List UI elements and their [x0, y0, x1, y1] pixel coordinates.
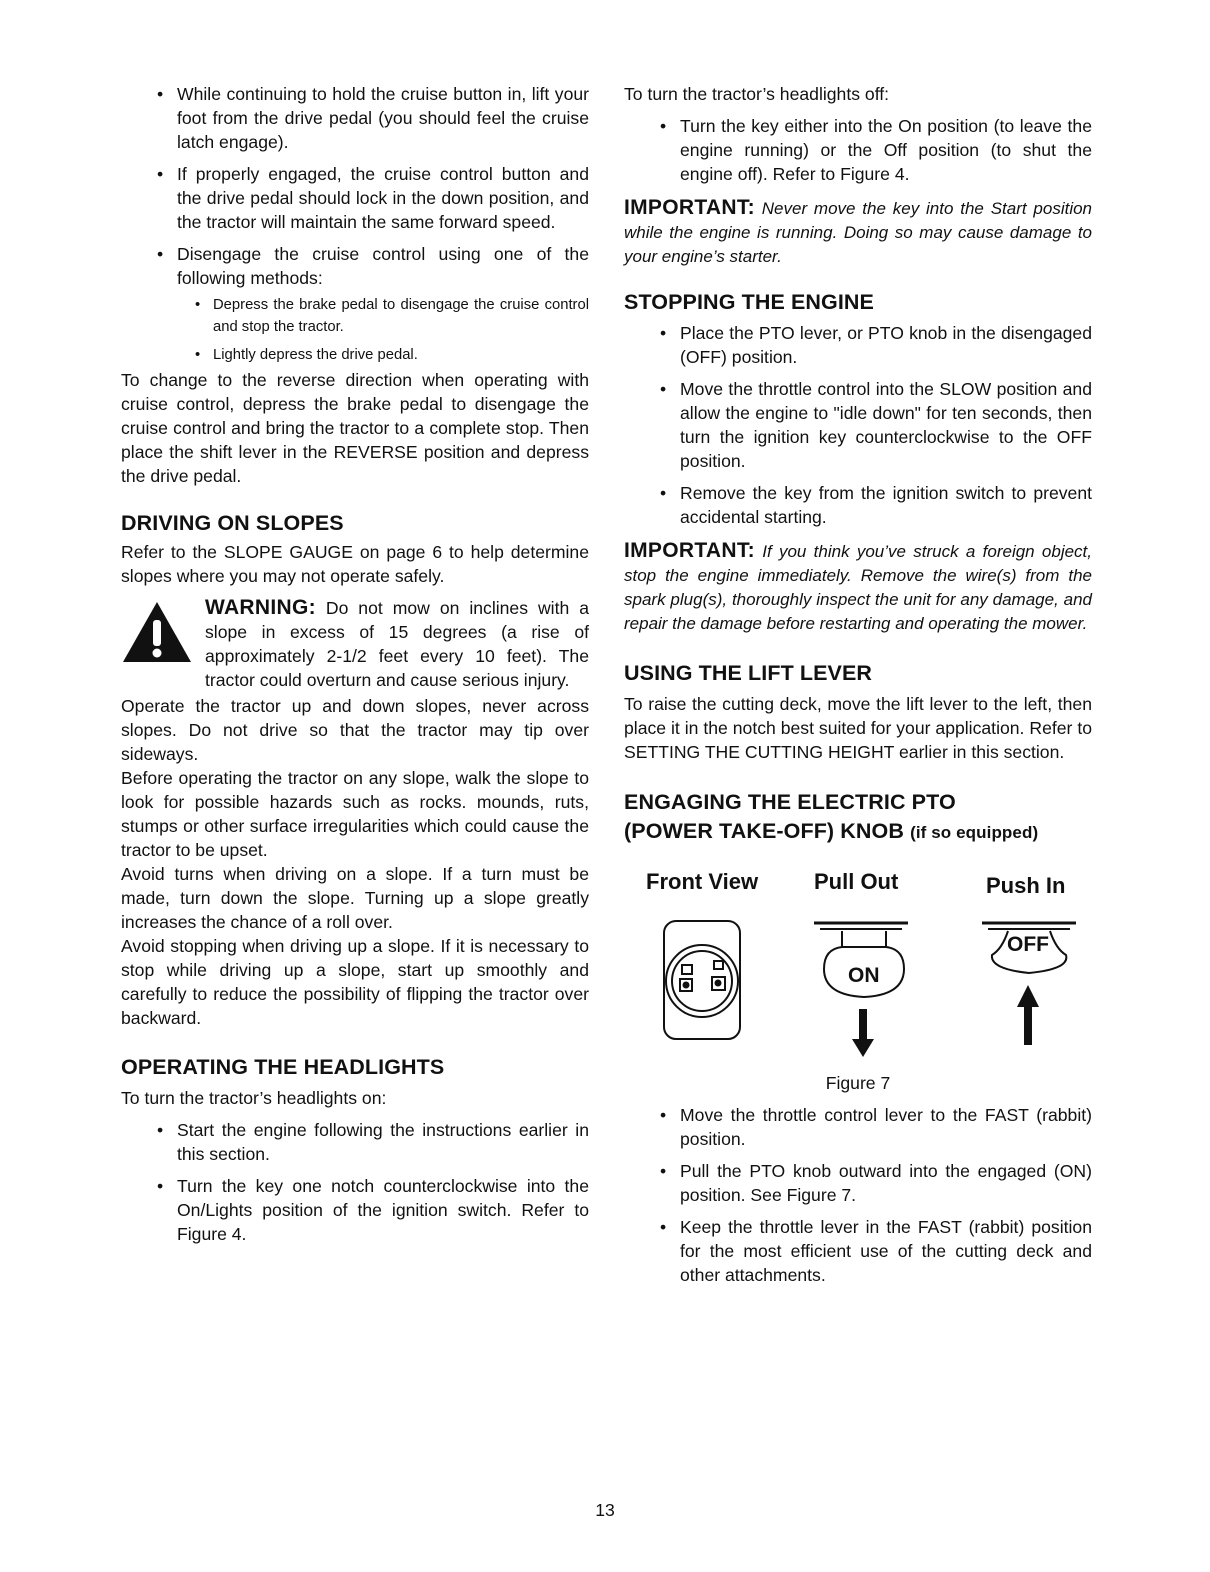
list-item: • Pull the PTO knob outward into the engaged (ON) position. See Figure 7.: [624, 1159, 1092, 1207]
list-item: • Move the throttle control into the SLOW position and allow the engine to "idle down" for ten seconds, then turn the ignition key counterclockwise to the OFF position.: [624, 377, 1092, 473]
figure-caption: Figure 7: [825, 1073, 891, 1093]
headlights-bullets: [121, 1118, 589, 1246]
pto-knob-illustration: [624, 859, 1092, 1069]
section-heading-stopping: STOPPING THE ENGINE: [624, 290, 874, 314]
list-item: • Start the engine following the instructions earlier in this section.: [121, 1118, 589, 1166]
cruise-bullets: [121, 82, 589, 290]
warning-text: Do not mow on inclines with a slope in excess of 15 degrees (a rise of approximately 2-1/2 feet every 10 feet). The tractor could overturn and cause serious injury.: [205, 598, 590, 690]
slopes-paragraph: Before operating the tractor on any slope, walk the slope to look for possible hazards such as rocks. mounds, ruts, stumps or other surface irregularities which could cause the tractor to be upset.: [121, 768, 589, 860]
headlights-off-intro: To turn the tractor’s headlights off:: [624, 84, 890, 104]
list-item: • If properly engaged, the cruise control button and the drive pedal should lock in the down position, and the tractor will maintain the same forward speed.: [121, 162, 589, 234]
pto-heading-line2: (POWER TAKE-OFF) KNOB: [624, 819, 904, 843]
list-item: • Keep the throttle lever in the FAST (rabbit) position for the most efficient use of the cutting deck and other attachments.: [624, 1215, 1092, 1287]
pto-off-text: OFF: [1007, 933, 1049, 956]
page-number: 13: [595, 1500, 615, 1520]
right-column: [624, 82, 1092, 1295]
important-note: [624, 196, 1092, 269]
warning-triangle-icon: [121, 600, 193, 664]
pto-heading-suffix: (if so equipped): [910, 823, 1039, 842]
left-column: [121, 82, 589, 1254]
slopes-paragraph: Operate the tractor up and down slopes, never across slopes. Do not drive so that the tractor may tip over sideways.: [121, 696, 589, 764]
section-heading-pto: [624, 788, 1092, 847]
sub-list-item: • Lightly depress the drive pedal.: [121, 344, 589, 366]
important-note: [624, 539, 1092, 636]
section-heading-lift: USING THE LIFT LEVER: [624, 661, 873, 685]
important-text: If you think you’ve struck a foreign object, stop the engine immediately. Remove the wire(s) from the spark plug(s), thoroughly inspect the unit for any damage, and repair the damage before restarting and operating the mower.: [624, 542, 1092, 633]
section-heading-slopes: DRIVING ON SLOPES: [121, 511, 344, 535]
headlights-off-bullets: [624, 114, 1092, 186]
list-item: • Disengage the cruise control using one of the following methods:: [121, 242, 589, 290]
sub-list-item: • Depress the brake pedal to disengage the cruise control and stop the tractor.: [121, 294, 589, 338]
list-item: • Turn the key either into the On position (to leave the engine running) or the Off position (to shut the engine off). Refer to Figure 4.: [624, 114, 1092, 186]
pto-bullets: [624, 1103, 1092, 1287]
figure-7: [624, 859, 1092, 1069]
cruise-sub-bullets: [121, 294, 589, 366]
slopes-intro: Refer to the SLOPE GAUGE on page 6 to help determine slopes where you may not operate safely.: [121, 542, 589, 586]
pto-on-text: ON: [848, 964, 880, 987]
push-in-label: Push In: [986, 873, 1066, 898]
headlights-intro: To turn the tractor’s headlights on:: [121, 1088, 387, 1108]
lift-paragraph: To raise the cutting deck, move the lift lever to the left, then place it in the notch best suited for your application. Refer to SETTING THE CUTTING HEIGHT earlier in this section.: [624, 694, 1092, 762]
pull-out-label: Pull Out: [814, 869, 899, 894]
warning-block: [121, 596, 589, 692]
important-text: Never move the key into the Start position while the engine is running. Doing so may cause damage to your engine’s starter.: [624, 199, 1092, 266]
up-arrow-icon: [1017, 985, 1039, 1045]
section-heading-headlights: OPERATING THE HEADLIGHTS: [121, 1055, 445, 1079]
important-label: IMPORTANT:: [624, 196, 755, 219]
stopping-bullets: [624, 321, 1092, 529]
pto-heading-line1: ENGAGING THE ELECTRIC PTO: [624, 790, 956, 814]
reverse-paragraph: To change to the reverse direction when operating with cruise control, depress the brake pedal to disengage the cruise control and bring the tractor to a complete stop. Then place the shift lever in the REVERSE position and depress the drive pedal.: [121, 370, 589, 486]
list-item: • Turn the key one notch counterclockwise into the On/Lights position of the ignition switch. Refer to Figure 4.: [121, 1174, 589, 1246]
list-item: • While continuing to hold the cruise button in, lift your foot from the drive pedal (you should feel the cruise latch engage).: [121, 82, 589, 154]
slopes-paragraph: Avoid stopping when driving up a slope. If it is necessary to stop while driving up a slope, start up smoothly and carefully to reduce the possibility of flipping the tractor over backward.: [121, 936, 589, 1028]
front-view-label: Front View: [646, 869, 759, 894]
list-item: • Remove the key from the ignition switch to prevent accidental starting.: [624, 481, 1092, 529]
list-item: • Move the throttle control lever to the FAST (rabbit) position.: [624, 1103, 1092, 1151]
list-item: • Place the PTO lever, or PTO knob in the disengaged (OFF) position.: [624, 321, 1092, 369]
down-arrow-icon: [852, 1009, 874, 1057]
important-label: IMPORTANT:: [624, 539, 755, 562]
warning-label: WARNING:: [205, 596, 316, 619]
pto-front-view: [664, 921, 740, 1039]
slopes-paragraph: Avoid turns when driving on a slope. If a turn must be made, turn down the slope. Turning up a slope greatly increases the chance of a roll over.: [121, 864, 589, 932]
